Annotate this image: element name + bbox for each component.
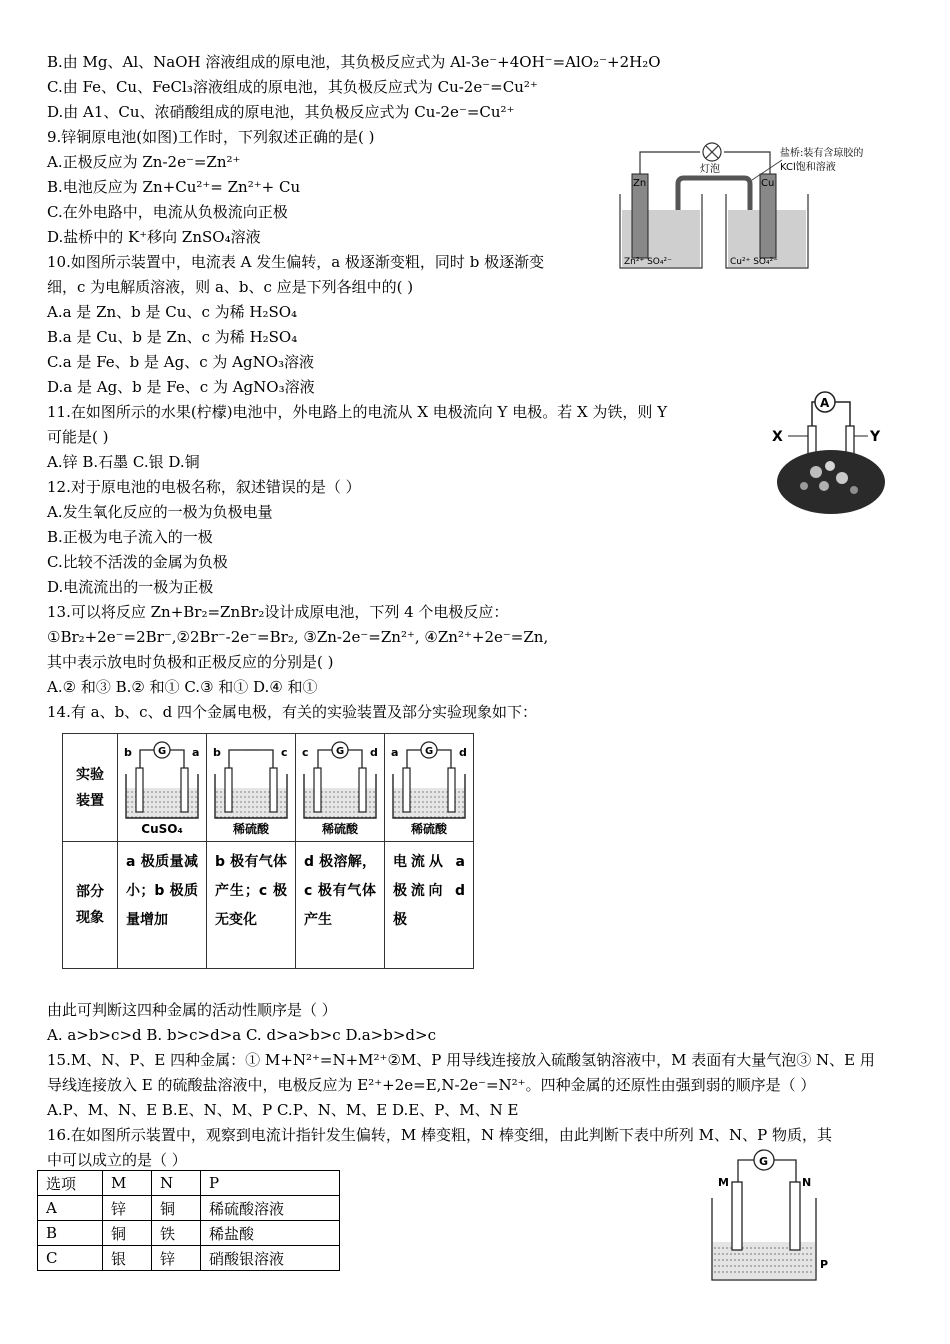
cu-label: Cu bbox=[761, 178, 775, 189]
q8-option-b: B.由 Mg、Al、NaOH 溶液组成的原电池，其负极反应式为 Al-3e⁻+4OH⁻=AlO₂⁻+2H₂O bbox=[47, 53, 661, 71]
electrode-left-label: b bbox=[124, 745, 132, 759]
phenomenon-2: b 极有气体产生；c 极无变化 bbox=[207, 842, 296, 969]
q13-stem: 13.可以将反应 Zn+Br₂=ZnBr₂设计成原电池，下列 4 个电极反应： bbox=[47, 603, 509, 621]
electrode-left bbox=[136, 768, 143, 812]
q9-option-d: D.盐桥中的 K⁺移向 ZnSO₄溶液 bbox=[47, 228, 261, 246]
q14-experiment-table bbox=[62, 733, 474, 969]
zn-label: Zn bbox=[633, 178, 647, 189]
q15-options: A.P、M、N、E B.E、N、M、P C.P、N、M、E D.E、P、M、N E bbox=[47, 1101, 519, 1119]
solution-label: 稀硫酸 bbox=[232, 821, 270, 836]
phenomenon-3: d 极溶解，c 极有气体产生 bbox=[296, 842, 385, 969]
x-label: X bbox=[772, 429, 783, 445]
q12-option-d: D.电流流出的一极为正极 bbox=[47, 578, 214, 596]
bulb-label: 灯泡 bbox=[700, 164, 720, 175]
q15-stem-line2: 导线连接放入 E 的硫酸盐溶液中，电极反应为 E²⁺+2e=E,N-2e⁻=N²⁺。四种金属的还原性由强到弱的顺序是（ ） bbox=[47, 1076, 816, 1094]
q12-stem: 12.对于原电池的电极名称，叙述错误的是（ ） bbox=[47, 478, 361, 496]
q16-options-table bbox=[37, 1170, 340, 1271]
electrode-left-label: a bbox=[391, 745, 399, 759]
electrode-left bbox=[225, 768, 232, 812]
q9-option-c: C.在外电路中，电流从负极流向正极 bbox=[47, 203, 288, 221]
m-label: M bbox=[718, 1176, 729, 1189]
q15-stem-line1: 15.M、N、P、E 四种金属：① M+N²⁺=N+M²⁺②M、P 用导线连接放入硫酸氢钠溶液中，M 表面有大量气泡③ N、E 用 bbox=[47, 1051, 875, 1069]
galvanometer-label: G bbox=[759, 1155, 769, 1168]
electrode-right bbox=[448, 768, 455, 812]
q16-cell-figure bbox=[700, 1146, 850, 1286]
table-row: A 锌 铜 稀硫酸溶液 bbox=[38, 1196, 340, 1221]
q16-stem-line2: 中可以成立的是（ ） bbox=[47, 1151, 187, 1169]
phenomenon-1: a 极质量减小；b 极质量增加 bbox=[118, 842, 207, 969]
salt-bridge-label-2: KCl饱和溶液 bbox=[780, 162, 836, 173]
salt-bridge-label-1: 盐桥:装有含琼胶的 bbox=[780, 148, 864, 159]
n-label: N bbox=[802, 1176, 812, 1189]
table-row: B 铜 铁 稀盐酸 bbox=[38, 1221, 340, 1246]
q11-lemon-battery-figure bbox=[768, 386, 892, 520]
row-head-device: 实验 装置 bbox=[63, 734, 118, 842]
q11-stem-line2: 可能是( ) bbox=[47, 428, 109, 446]
q10-option-a: A.a 是 Zn、b 是 Cu、c 为稀 H₂SO₄ bbox=[47, 303, 298, 321]
q10-stem-line2: 细，c 为电解质溶液，则 a、b、c 应是下列各组中的( ) bbox=[47, 278, 414, 296]
right-ions-label: Cu²⁺ SO₄²⁻ bbox=[730, 257, 778, 267]
q11-options: A.锌 B.石墨 C.银 D.铜 bbox=[47, 453, 200, 471]
electrode-right bbox=[181, 768, 188, 812]
electrode-right-label: d bbox=[459, 745, 467, 759]
device-figure-3 bbox=[296, 736, 384, 836]
q13-reactions: ①Br₂+2e⁻=2Br⁻,②2Br⁻-2e⁻=Br₂, ③Zn-2e⁻=Zn²⁺, ④Zn²⁺+2e⁻=Zn, bbox=[47, 628, 549, 646]
device-figure-1 bbox=[118, 736, 206, 836]
device-figure-2 bbox=[207, 736, 295, 836]
q8-option-c: C.由 Fe、Cu、FeCl₃溶液组成的原电池，其负极反应式为 Cu-2e⁻=Cu²⁺ bbox=[47, 78, 538, 96]
device-cell-4 bbox=[385, 734, 474, 842]
q12-option-b: B.正极为电子流入的一极 bbox=[47, 528, 213, 546]
q10-option-d: D.a 是 Ag、b 是 Fe、c 为 AgNO₃溶液 bbox=[47, 378, 315, 396]
p-label: P bbox=[820, 1258, 829, 1271]
m-electrode bbox=[732, 1182, 742, 1250]
q10-stem-line1: 10.如图所示装置中，电流表 A 发生偏转，a 极逐渐变粗，同时 b 极逐渐变 bbox=[47, 253, 545, 271]
electrode-left-label: b bbox=[213, 745, 221, 759]
ammeter-label: A bbox=[820, 396, 830, 410]
galvanometer-label: G bbox=[425, 745, 434, 757]
device-figure-4 bbox=[385, 736, 473, 836]
device-cell-1 bbox=[118, 734, 207, 842]
q13-options: A.② 和③ B.② 和① C.③ 和① D.④ 和① bbox=[47, 678, 318, 696]
q12-option-c: C.比较不活泼的金属为负极 bbox=[47, 553, 228, 571]
q8-option-d: D.由 A1、Cu、浓硝酸组成的原电池，其负极反应式为 Cu-2e⁻=Cu²⁺ bbox=[47, 103, 515, 121]
q16-stem-line1: 16.在如图所示装置中，观察到电流计指针发生偏转，M 棒变粗，N 棒变细，由此判断下表中所列 M、N、P 物质，其 bbox=[47, 1126, 832, 1144]
solution-label: 稀硫酸 bbox=[321, 821, 359, 836]
electrode-right-label: c bbox=[281, 745, 288, 759]
galvanometer-label: G bbox=[158, 745, 167, 757]
q9-galvanic-cell-figure bbox=[612, 134, 882, 279]
galvanometer-label: G bbox=[336, 745, 345, 757]
phenomenon-4: 电流从 a 极流向 d 极 bbox=[385, 842, 474, 969]
lemon-icon bbox=[777, 450, 885, 514]
electrode-right-label: a bbox=[192, 745, 200, 759]
row-head-phenomena: 部分 现象 bbox=[63, 842, 118, 969]
electrode-left-label: c bbox=[302, 745, 309, 759]
electrode-left bbox=[403, 768, 410, 812]
device-cell-2 bbox=[207, 734, 296, 842]
q14-question: 由此可判断这四种金属的活动性顺序是（ ） bbox=[47, 1001, 337, 1019]
q10-option-c: C.a 是 Fe、b 是 Ag、c 为 AgNO₃溶液 bbox=[47, 353, 315, 371]
device-cell-3 bbox=[296, 734, 385, 842]
q12-option-a: A.发生氧化反应的一极为负极电量 bbox=[47, 503, 273, 521]
q13-question: 其中表示放电时负极和正极反应的分别是( ) bbox=[47, 653, 334, 671]
y-label: Y bbox=[870, 429, 881, 445]
electrode-right-label: d bbox=[370, 745, 378, 759]
q11-stem-line1: 11.在如图所示的水果(柠檬)电池中，外电路上的电流从 X 电极流向 Y 电极。若 X 为铁，则 Y bbox=[47, 403, 668, 421]
q9-option-b: B.电池反应为 Zn+Cu²⁺= Zn²⁺+ Cu bbox=[47, 178, 301, 196]
table-row: C 银 锌 硝酸银溶液 bbox=[38, 1246, 340, 1271]
n-electrode bbox=[790, 1182, 800, 1250]
q9-option-a: A.正极反应为 Zn-2e⁻=Zn²⁺ bbox=[47, 153, 241, 171]
solution-label: 稀硫酸 bbox=[410, 821, 448, 836]
left-ions-label: Zn²⁺ SO₄²⁻ bbox=[624, 257, 672, 267]
q14-stem: 14.有 a、b、c、d 四个金属电极，有关的实验装置及部分实验现象如下： bbox=[47, 703, 537, 721]
q10-option-b: B.a 是 Cu、b 是 Zn、c 为稀 H₂SO₄ bbox=[47, 328, 298, 346]
electrode-right bbox=[270, 768, 277, 812]
electrode-left bbox=[314, 768, 321, 812]
solution-label: CuSO₄ bbox=[141, 821, 183, 836]
table-header-row: 选项 M N P bbox=[38, 1171, 340, 1196]
electrode-right bbox=[359, 768, 366, 812]
q14-options: A. a>b>c>d B. b>c>d>a C. d>a>b>c D.a>b>d>c bbox=[47, 1026, 436, 1044]
q9-stem: 9.锌铜原电池(如图)工作时，下列叙述正确的是( ) bbox=[47, 128, 375, 146]
